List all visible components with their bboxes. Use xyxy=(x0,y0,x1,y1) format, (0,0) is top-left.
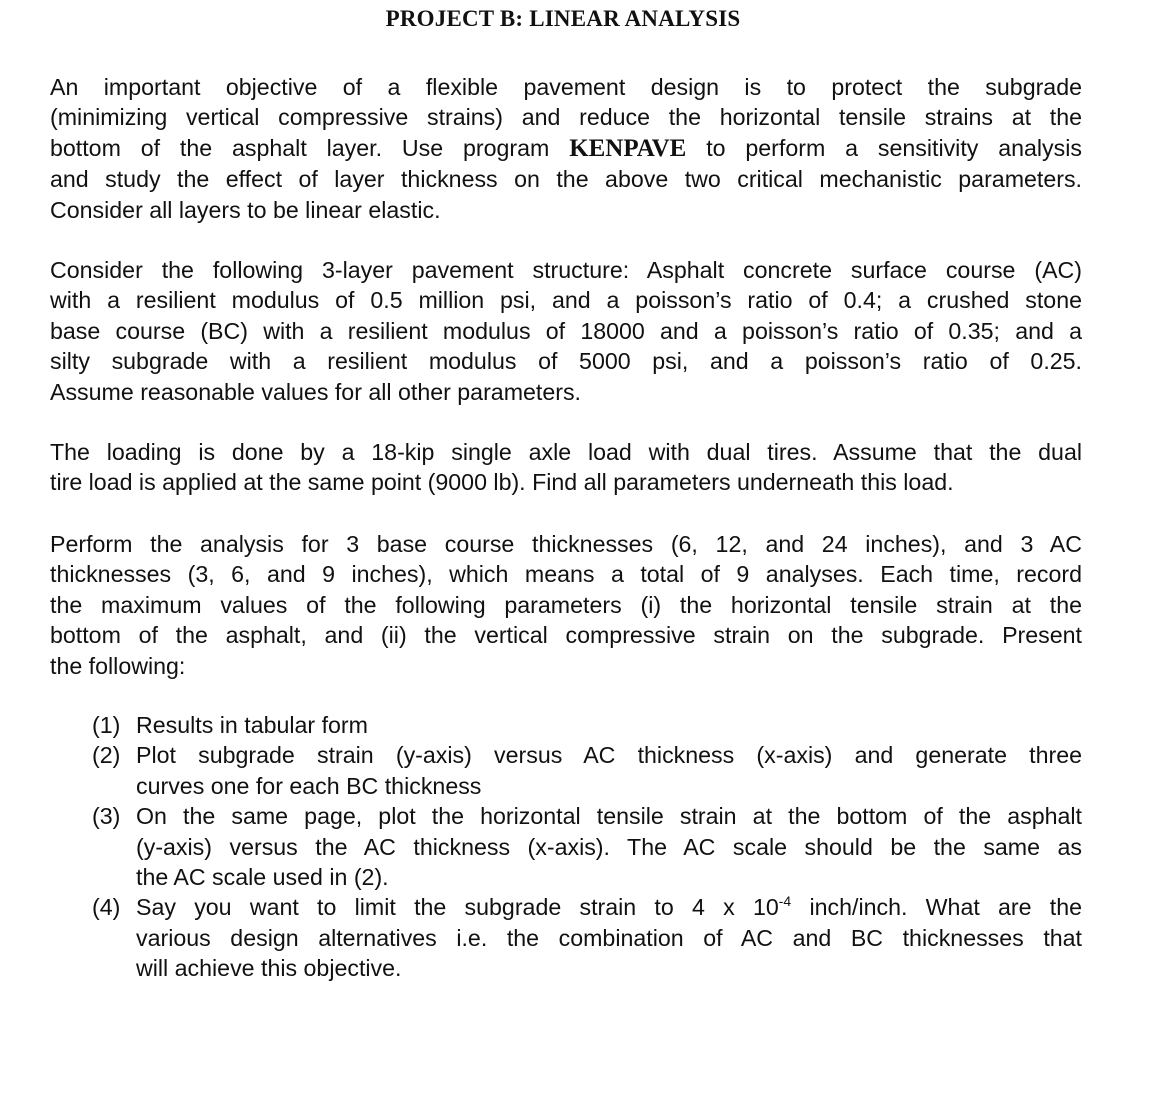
list-item-number: (4) xyxy=(92,894,121,921)
list-item xyxy=(92,710,1082,740)
list-item xyxy=(92,892,1082,983)
list-item-number: (1) xyxy=(92,712,121,738)
paragraph-line xyxy=(50,133,1082,164)
page-title: PROJECT B: LINEAR ANALYSIS xyxy=(385,6,741,31)
list-item-line: curves one for each BC thickness xyxy=(136,772,482,799)
paragraph-line: The loading is done by a 18-kip single axle load with dual tires. Assume that the dual xyxy=(50,439,1082,465)
text-segment: Say you want to limit the subgrade strain to 4 x 10 xyxy=(136,894,779,921)
paragraph-line: base course (BC) with a resilient modulus of 18000 and a poisson’s ratio of 0.35; and a xyxy=(50,317,1082,344)
paragraph-structure xyxy=(50,255,1082,407)
list-item xyxy=(92,740,1082,801)
paragraph-line: Consider all layers to be linear elastic. xyxy=(50,196,441,223)
text-segment: to perform a sensitivity analysis xyxy=(686,134,1082,161)
paragraph-analysis xyxy=(50,529,1082,681)
list-item-line: will achieve this objective. xyxy=(136,955,402,982)
list-item-number: (2) xyxy=(92,742,121,769)
paragraph-line: (minimizing vertical compressive strains) and reduce the horizontal tensile strains at the xyxy=(50,104,1082,131)
text-segment: bottom of the asphalt layer. Use program xyxy=(50,134,570,161)
paragraph-line: silty subgrade with a resilient modulus of 5000 psi, and a poisson’s ratio of 0.25. xyxy=(50,348,1082,375)
list-item-line: On the same page, plot the horizontal tensile strain at the bottom of the asphalt xyxy=(136,803,1082,830)
list-item-line: Results in tabular form xyxy=(136,712,368,738)
paragraph-line: tire load is applied at the same point (9000 lb). Find all parameters underneath this load. xyxy=(50,469,954,496)
list-item-number: (3) xyxy=(92,803,121,830)
list-item-line: (y-axis) versus the AC thickness (x-axis). The AC scale should be the same as xyxy=(136,833,1082,860)
paragraph-line: thicknesses (3, 6, and 9 inches), which means a total of 9 analyses. Each time, record xyxy=(50,561,1082,588)
paragraph-line: and study the effect of layer thickness on the above two critical mechanistic parameters. xyxy=(50,166,1082,193)
list-item-line: various design alternatives i.e. the combination of AC and BC thicknesses that xyxy=(136,924,1082,951)
paragraph-line: with a resilient modulus of 0.5 million psi, and a poisson’s ratio of 0.4; a crushed stone xyxy=(50,287,1082,314)
paragraph-line: Consider the following 3-layer pavement structure: Asphalt concrete surface course (AC) xyxy=(50,257,1082,283)
paragraph-line: bottom of the asphalt, and (ii) the vertical compressive strain on the subgrade. Present xyxy=(50,622,1082,649)
paragraph-line: An important objective of a flexible pavement design is to protect the subgrade xyxy=(50,74,1082,100)
paragraph-line: Assume reasonable values for all other parameters. xyxy=(50,378,582,405)
paragraph-objective xyxy=(50,72,1082,225)
list-item-line: Plot subgrade strain (y-axis) versus AC thickness (x-axis) and generate three xyxy=(136,742,1082,769)
exponent: -4 xyxy=(778,893,792,910)
list-item-line xyxy=(136,892,1082,922)
deliverables-list xyxy=(92,710,1082,984)
paragraph-line: the maximum values of the following parameters (i) the horizontal tensile strain at the xyxy=(50,591,1082,618)
program-name: KENPAVE xyxy=(569,134,687,162)
paragraph-line: the following: xyxy=(50,652,186,679)
paragraph-loading xyxy=(50,437,1082,498)
list-item-line: the AC scale used in (2). xyxy=(136,864,389,891)
paragraph-line: Perform the analysis for 3 base course thicknesses (6, 12, and 24 inches), and 3 AC xyxy=(50,531,1082,557)
list-item xyxy=(92,801,1082,892)
text-segment: inch/inch. What are the xyxy=(791,894,1083,921)
